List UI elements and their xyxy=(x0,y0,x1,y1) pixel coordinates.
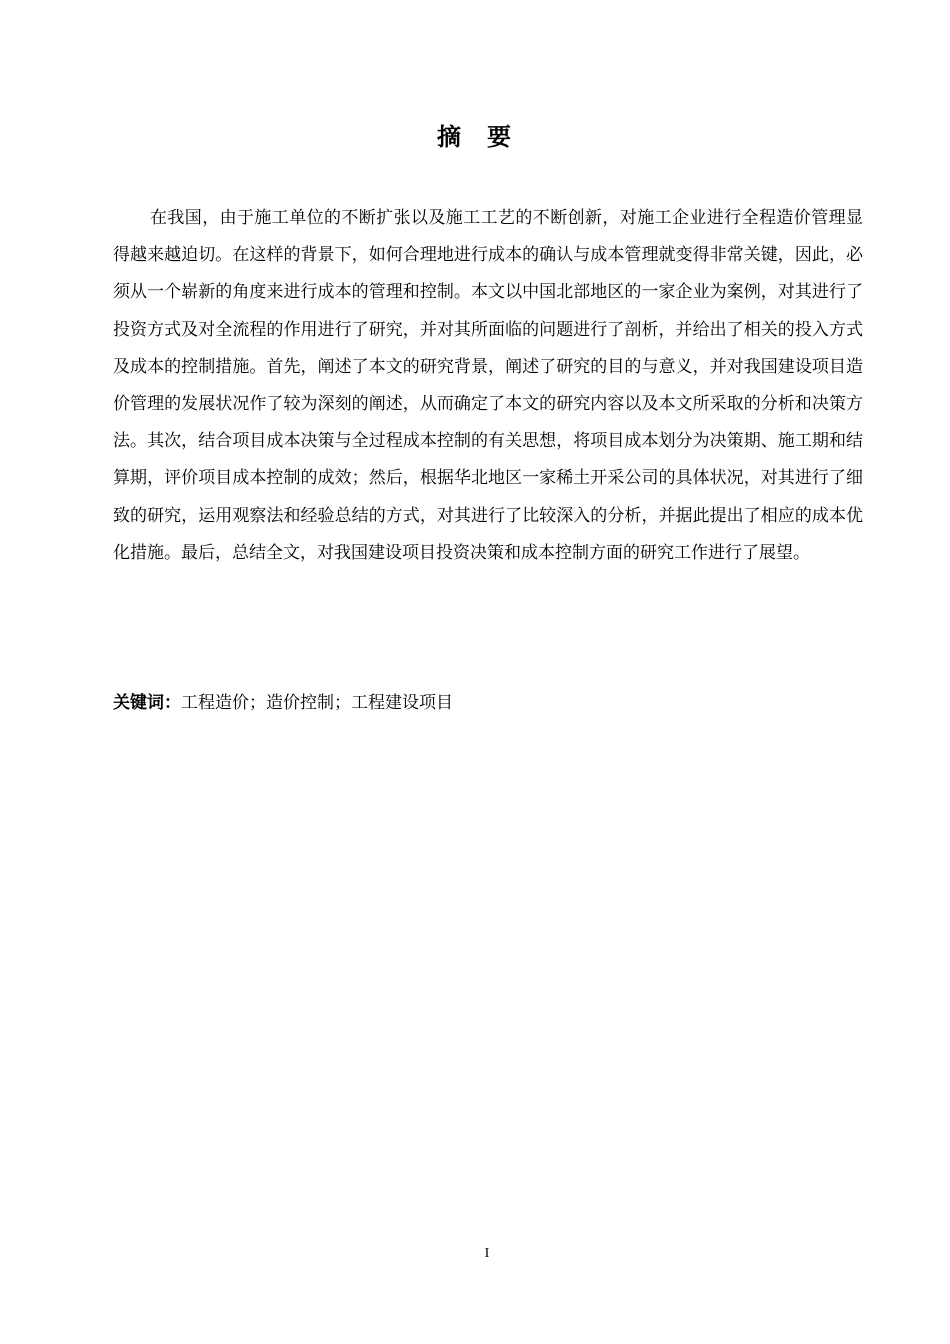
page-title: 摘要 xyxy=(437,123,537,151)
keywords-label: 关键词： xyxy=(113,693,181,713)
page-number: I xyxy=(484,1246,490,1261)
abstract-paragraph: 在我国，由于施工单位的不断扩张以及施工工艺的不断创新，对施工企业进行全程造价管理显得越来越迫切。在这样的背景下，如何合理地进行成本的确认与成本管理就变得非常关键，因此，必须从一个崭新的角度来进行成本的管理和控制。本文以中国北部地区的一家企业为案例，对其进行了投资方式及对全流程的作用进行了研究，并对其所面临的问题进行了剖析，并给出了相关的投入方式及成本的控制措施。首先，阐述了本文的研究背景，阐述了研究的目的与意义，并对我国建设项目造价管理的发展状况作了较为深刻的阐述，从而确定了本文的研究内容以及本文所采取的分析和决策方法。其次，结合项目成本决策与全过程成本控制的有关思想，将项目成本划分为决策期、施工期和结算期，评价项目成本控制的成效；然后，根据华北地区一家稀土开采公司的具体状况，对其进行了细致的研究，运用观察法和经验总结的方式，对其进行了比较深入的分析，并据此提出了相应的成本优化措施。最后，总结全文，对我国建设项目投资决策和成本控制方面的研究工作进行了展望。 xyxy=(113,208,863,563)
keywords-text: 工程造价；造价控制；工程建设项目 xyxy=(181,693,453,713)
keywords-line xyxy=(113,686,453,720)
